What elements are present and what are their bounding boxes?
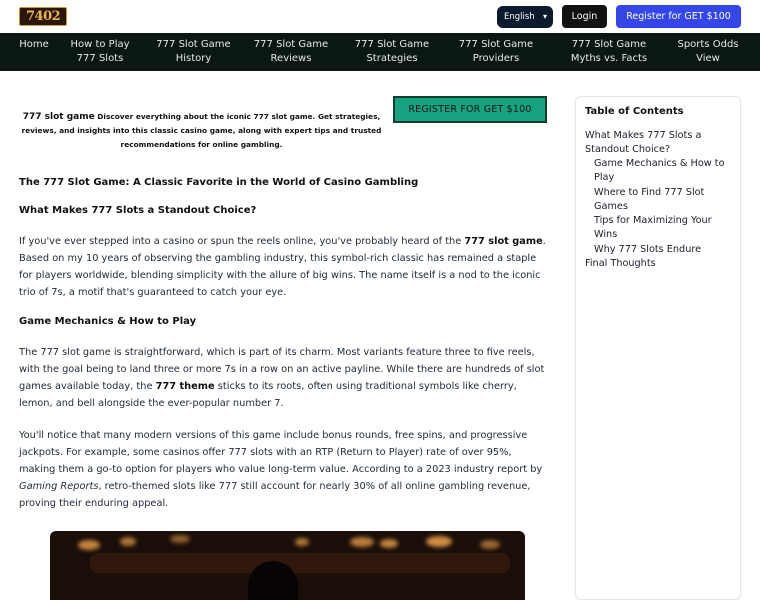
logo-text: 7402 xyxy=(26,9,61,24)
toc-title: Table of Contents xyxy=(585,106,684,117)
nav-item-how-to-play[interactable]: How to Play 777 Slots xyxy=(70,39,130,64)
site-logo[interactable] xyxy=(19,7,67,26)
nav-item-providers[interactable]: 777 Slot Game Providers xyxy=(458,39,534,64)
paragraph-bonus xyxy=(19,427,551,512)
nav-item-strategies[interactable]: 777 Slot Game Strategies xyxy=(354,39,430,64)
bold-keyword: 777 slot game xyxy=(464,236,543,247)
nav-item-reviews[interactable]: 777 Slot Game Reviews xyxy=(253,39,329,64)
toc-link-final-thoughts[interactable]: Final Thoughts xyxy=(585,258,656,269)
nav-item-myths[interactable]: 777 Slot Game Myths vs. Facts xyxy=(570,39,648,64)
register-cta-button[interactable]: REGISTER FOR GET $100 xyxy=(393,96,547,123)
top-bar xyxy=(0,0,760,33)
login-button[interactable]: Login xyxy=(562,5,607,28)
italic-source: Gaming Reports xyxy=(19,481,99,492)
article-title: The 777 Slot Game: A Classic Favorite in the World of Casino Gambling xyxy=(19,177,419,188)
nav-item-sports-odds[interactable]: Sports Odds View xyxy=(677,39,739,64)
toc-link-where-to-find[interactable]: Where to Find 777 Slot Games xyxy=(594,187,705,212)
register-button[interactable]: Register for GET $100 xyxy=(616,5,741,28)
paragraph-intro xyxy=(19,233,551,301)
casino-hero-image xyxy=(50,531,525,600)
intro-text xyxy=(19,110,384,152)
paragraph-text: You'll notice that many modern versions of this game include bonus rounds, free spins, and progressive jackpots. For example, some casinos offer 777 slots with an RTP (Return to Player) rate of over 95%, making them a go-to option for players who value long-term value. According to a 2023 industry report by xyxy=(19,430,543,475)
intro-keyword: 777 slot game xyxy=(22,112,95,122)
chevron-down-icon: ▾ xyxy=(542,12,547,21)
toc-link-why-endure[interactable]: Why 777 Slots Endure xyxy=(594,244,702,255)
paragraph-text: . Based on my 10 years of observing the gambling industry, this symbol-rich classic has remained a staple for players worldwide, blending simplicity with the allure of big wins. The name itself is a nod to the iconic trio of 7s, a motif that's guaranteed to catch your eye. xyxy=(19,236,546,298)
nav-item-history[interactable]: 777 Slot Game History xyxy=(156,39,231,64)
section-heading-mechanics: Game Mechanics & How to Play xyxy=(19,316,197,327)
language-value: English xyxy=(504,12,535,22)
language-select[interactable] xyxy=(497,6,553,28)
toc-link-standout[interactable]: What Makes 777 Slots a Standout Choice? xyxy=(585,130,702,155)
nav-item-home[interactable]: Home xyxy=(19,39,49,50)
paragraph-text: , retro-themed slots like 777 still account for nearly 30% of all online gambling revenue, proving their enduring appeal. xyxy=(19,481,531,509)
section-heading-standout: What Makes 777 Slots a Standout Choice? xyxy=(19,205,257,216)
toc-link-mechanics[interactable]: Game Mechanics & How to Play xyxy=(594,158,725,183)
intro-description: Discover everything about the iconic 777 slot game. Get strategies, reviews, and insights into this classic casino game, along with expert tips and trusted recommendations for online gambling. xyxy=(21,112,382,149)
main-nav xyxy=(0,33,760,71)
paragraph-text: If you've ever stepped into a casino or spun the reels online, you've probably heard of the xyxy=(19,236,462,247)
paragraph-mechanics xyxy=(19,344,551,412)
paragraph-text: sticks to its roots, often using traditional symbols like cherry, lemon, and bell alongside the ever-popular number 7. xyxy=(19,381,517,409)
bold-keyword: 777 theme xyxy=(155,381,215,392)
paragraph-text: The 777 slot game is straightforward, which is part of its charm. Most variants feature three to five reels, with the goal being to land three or more 7s in a row on an active payline. While there are hundreds of slot games available today, the xyxy=(19,347,545,392)
toc-link-tips[interactable]: Tips for Maximizing Your Wins xyxy=(594,215,712,240)
table-of-contents xyxy=(575,96,741,600)
